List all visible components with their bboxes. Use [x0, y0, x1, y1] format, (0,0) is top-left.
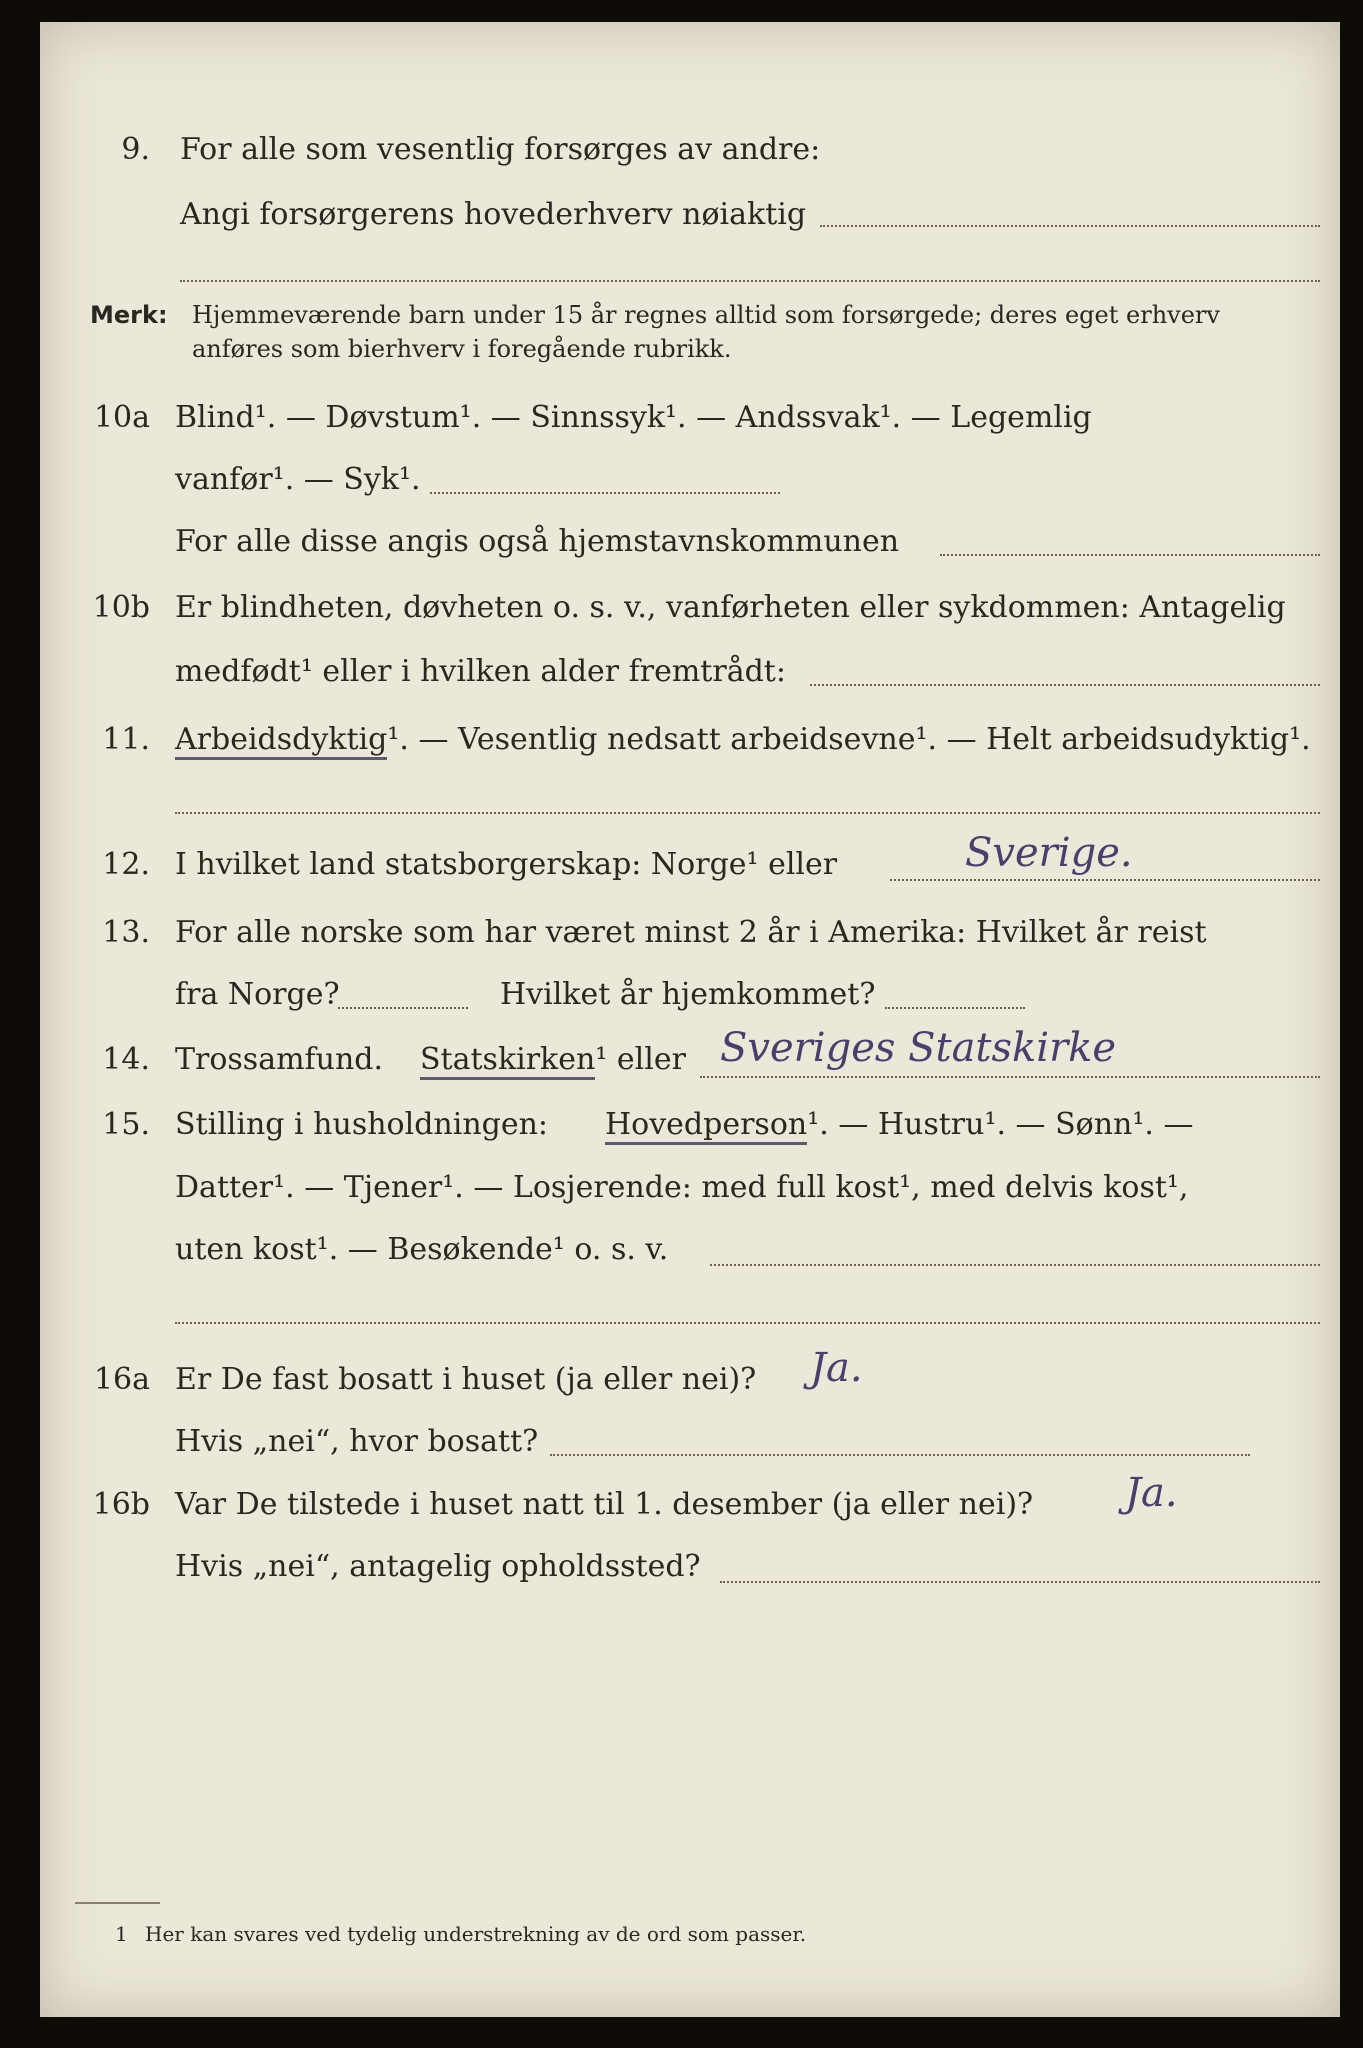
- footnote-mark: 1: [115, 1922, 128, 1946]
- footnote-text: Her kan svares ved tydelig understrekning av de ord som passer.: [145, 1922, 807, 1946]
- option-underlined: Arbeidsdyktig: [175, 722, 387, 760]
- item-number: 10b: [92, 590, 150, 625]
- answer-field[interactable]: [550, 1454, 1250, 1456]
- item-text: Angi forsørgerens hovederhverv nøiaktig: [180, 197, 807, 232]
- item-text: I hvilket land statsborgerskap: Norge¹ eller: [175, 847, 838, 882]
- item-number: 14.: [102, 1042, 150, 1077]
- item-text: ¹. — Vesentlig nedsatt arbeidsevne¹. — Helt arbeidsudyktig¹.: [387, 722, 1311, 757]
- item-number: 9.: [121, 132, 150, 167]
- merk-label: Merk:: [90, 301, 168, 329]
- answer-field[interactable]: [430, 492, 780, 494]
- answer-field[interactable]: [720, 1581, 1320, 1583]
- item-text: uten kost¹. — Besøkende¹ o. s. v.: [175, 1232, 669, 1267]
- item-number: 13.: [102, 915, 150, 950]
- item-number: 16b: [92, 1487, 150, 1522]
- item-text: Hvilket år hjemkommet?: [500, 977, 876, 1012]
- item-text: fra Norge?: [175, 977, 340, 1012]
- handwritten-answer: Ja.: [1125, 1470, 1178, 1516]
- answer-field[interactable]: [175, 812, 1320, 814]
- merk-text: Hjemmeværende barn under 15 år regnes alltid som forsørgede; deres eget erhverv: [192, 301, 1220, 329]
- item-text: vanfør¹. — Syk¹.: [175, 462, 421, 497]
- item-text: Var De tilstede i huset natt til 1. desember (ja eller nei)?: [175, 1487, 1034, 1522]
- item-number: 16a: [93, 1362, 150, 1397]
- answer-field[interactable]: [338, 1007, 468, 1009]
- answer-field[interactable]: [180, 280, 1320, 282]
- answer-field[interactable]: [820, 225, 1320, 227]
- item-number: 11.: [102, 722, 150, 757]
- item-number: 10a: [93, 400, 150, 435]
- census-form-page: [40, 22, 1340, 2017]
- item-text: Blind¹. — Døvstum¹. — Sinnssyk¹. — Andssvak¹. — Legemlig: [175, 400, 1092, 435]
- item-text: ¹. — Hustru¹. — Sønn¹. —: [807, 1107, 1194, 1142]
- answer-field[interactable]: [940, 554, 1320, 556]
- item-number: 12.: [102, 847, 150, 882]
- answer-field[interactable]: [175, 1322, 1320, 1324]
- item-text: For alle disse angis også hjemstavnskommunen: [175, 524, 900, 559]
- item-text: Datter¹. — Tjener¹. — Losjerende: med full kost¹, med delvis kost¹,: [175, 1170, 1189, 1205]
- item-text: For alle som vesentlig forsørges av andre:: [180, 132, 821, 167]
- merk-text: anføres som bierhverv i foregående rubrikk.: [192, 335, 732, 363]
- handwritten-answer: Ja.: [810, 1345, 863, 1391]
- item-text: Hvis „nei“, antagelig opholdssted?: [175, 1549, 701, 1584]
- answer-field[interactable]: [810, 684, 1320, 686]
- item-text: Trossamfund.: [175, 1042, 384, 1077]
- item-text: Er blindheten, døvheten o. s. v., vanførheten eller sykdommen: Antagelig: [175, 590, 1286, 625]
- item-text: For alle norske som har været minst 2 år i Amerika: Hvilket år reist: [175, 915, 1207, 950]
- answer-field[interactable]: [710, 1264, 1320, 1266]
- handwritten-answer: Sveriges Statskirke: [720, 1025, 1117, 1071]
- item-number: 15.: [102, 1107, 150, 1142]
- handwritten-answer: Sverige.: [965, 830, 1133, 876]
- item-text: Er De fast bosatt i huset (ja eller nei)?: [175, 1362, 757, 1397]
- item-text: Stilling i husholdningen:: [175, 1107, 549, 1142]
- item-text: ¹ eller: [595, 1042, 686, 1077]
- option-underlined: Hovedperson: [605, 1107, 807, 1145]
- footnote-rule: [75, 1902, 160, 1904]
- answer-field[interactable]: [885, 1007, 1025, 1009]
- item-text: medfødt¹ eller i hvilken alder fremtrådt:: [175, 654, 786, 689]
- answer-field[interactable]: [700, 1076, 1320, 1078]
- answer-field[interactable]: [890, 879, 1320, 881]
- option-underlined: Statskirken: [420, 1042, 595, 1080]
- item-text: Hvis „nei“, hvor bosatt?: [175, 1424, 539, 1459]
